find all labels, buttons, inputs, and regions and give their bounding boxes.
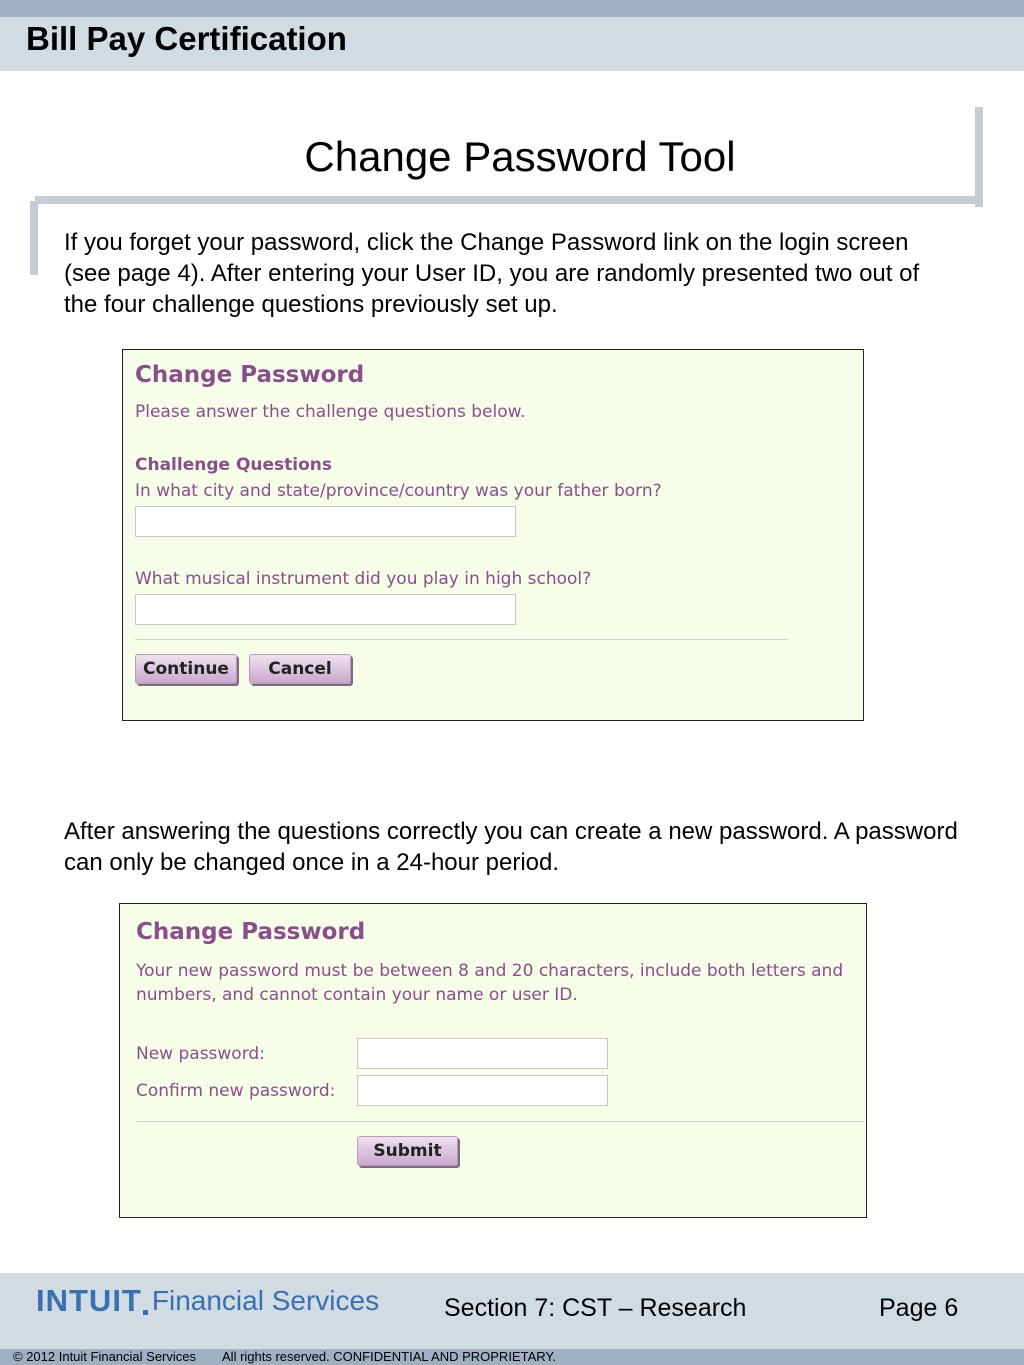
submit-button[interactable]: Submit	[357, 1136, 458, 1166]
new-password-label: New password:	[136, 1044, 265, 1064]
password-rules-line-2: numbers, and cannot contain your name or user ID.	[136, 985, 578, 1005]
new-password-paragraph: After answering the questions correctly you can create a new password. A password can only be changed once in a 24-hour period.	[64, 818, 958, 876]
continue-button[interactable]: Continue	[135, 654, 237, 684]
question-2-label: What musical instrument did you play in high school?	[135, 569, 592, 589]
new-password-screenshot	[119, 903, 867, 1218]
slide-title: Change Password Tool	[304, 133, 736, 180]
rights-text: All rights reserved. CONFIDENTIAL AND PROPRIETARY.	[222, 1349, 557, 1364]
screenshot-title: Change Password	[136, 919, 366, 945]
logo-brand: INTUIT	[36, 1283, 142, 1318]
page-number: Page 6	[879, 1294, 959, 1322]
screenshot-instructions: Please answer the challenge questions below.	[135, 402, 526, 422]
answer-2-input[interactable]	[135, 594, 516, 625]
section-label: Section 7: CST – Research	[444, 1294, 747, 1322]
question-1-label: In what city and state/province/country was your father born?	[135, 481, 662, 501]
cancel-button[interactable]: Cancel	[249, 654, 351, 684]
screenshot-title: Change Password	[135, 362, 365, 388]
copyright-text: © 2012 Intuit Financial Services	[13, 1349, 197, 1364]
confirm-password-input[interactable]	[357, 1075, 608, 1106]
answer-1-input[interactable]	[135, 506, 516, 537]
title-frame-left	[30, 201, 38, 275]
header-title: Bill Pay Certification	[26, 20, 347, 57]
password-rules-line-1: Your new password must be between 8 and 20 characters, include both letters and	[136, 961, 844, 981]
title-frame-bottom	[35, 196, 983, 204]
intuit-logo	[36, 1283, 379, 1323]
new-password-input[interactable]	[357, 1038, 608, 1069]
header-top-stripe	[0, 0, 1024, 17]
copyright-line	[13, 1349, 556, 1365]
logo-dot	[143, 1310, 148, 1315]
form-divider	[135, 639, 788, 640]
form-divider	[136, 1121, 864, 1122]
challenge-questions-label: Challenge Questions	[135, 455, 333, 475]
intro-paragraph: If you forget your password, click the Change Password link on the login screen (see page 4). After entering your User ID, you are randomly presented two out of the four challenge questions previously set up.	[64, 229, 920, 318]
challenge-questions-screenshot	[122, 349, 864, 721]
logo-text: Financial Services	[151, 1285, 380, 1316]
confirm-password-label: Confirm new password:	[136, 1081, 336, 1101]
